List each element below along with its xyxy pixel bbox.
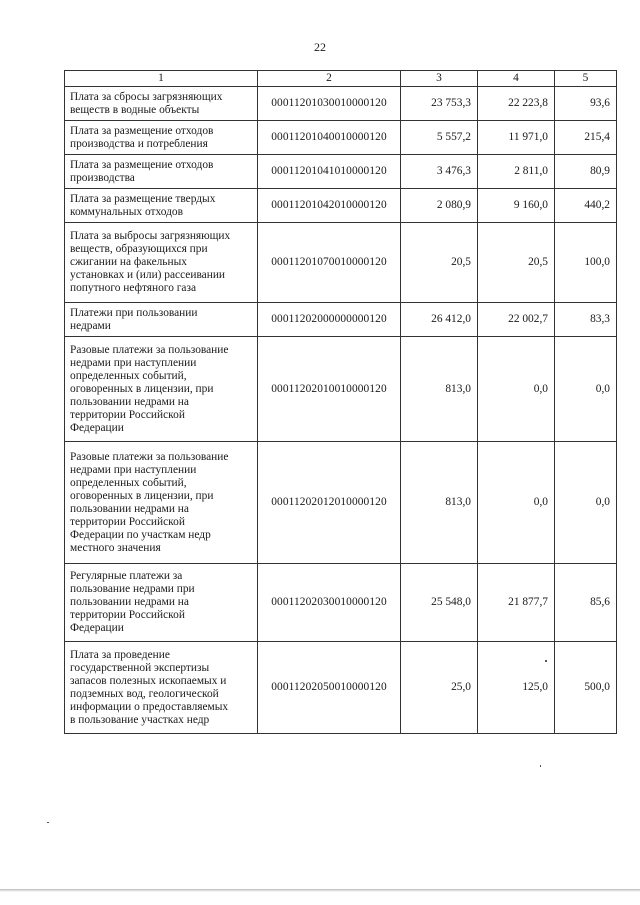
value-cell-col5: 440,2 — [555, 189, 617, 223]
budget-code-cell: 00011202000000000120 — [258, 303, 401, 337]
value-cell-col3: 2 080,9 — [401, 189, 478, 223]
scan-speck — [47, 822, 49, 823]
table-row — [65, 155, 617, 189]
value-cell-col3: 813,0 — [401, 442, 478, 564]
table-header-row — [65, 71, 617, 87]
value-cell-col5: 83,3 — [555, 303, 617, 337]
scan-speck — [545, 660, 547, 662]
value-cell-col5: 0,0 — [555, 442, 617, 564]
table-row — [65, 121, 617, 155]
table-row — [65, 642, 617, 734]
value-cell-col5: 100,0 — [555, 223, 617, 303]
value-cell-col4: 125,0 — [478, 642, 555, 734]
column-header: 1 — [65, 71, 258, 87]
column-header: 3 — [401, 71, 478, 87]
revenue-name-cell: Платежи при пользовании недрами — [65, 303, 258, 337]
table-row — [65, 337, 617, 442]
value-cell-col3: 26 412,0 — [401, 303, 478, 337]
budget-code-cell: 00011202050010000120 — [258, 642, 401, 734]
scan-speck — [540, 765, 541, 767]
budget-code-cell: 00011202012010000120 — [258, 442, 401, 564]
page-number: 22 — [314, 40, 326, 54]
budget-code-cell: 00011202010010000120 — [258, 337, 401, 442]
value-cell-col3: 813,0 — [401, 337, 478, 442]
table-row — [65, 189, 617, 223]
column-header: 5 — [555, 71, 617, 87]
value-cell-col4: 11 971,0 — [478, 121, 555, 155]
value-cell-col3: 20,5 — [401, 223, 478, 303]
value-cell-col4: 2 811,0 — [478, 155, 555, 189]
column-header: 4 — [478, 71, 555, 87]
revenue-name-cell: Плата за выбросы загрязняющих веществ, образующихся при сжигании на факельных установках и (или) рассеивании попутного нефтяного газа — [65, 223, 258, 303]
value-cell-col5: 500,0 — [555, 642, 617, 734]
value-cell-col4: 0,0 — [478, 337, 555, 442]
value-cell-col4: 22 223,8 — [478, 87, 555, 121]
revenue-name-cell: Плата за размещение отходов производства — [65, 155, 258, 189]
value-cell-col5: 0,0 — [555, 337, 617, 442]
value-cell-col5: 93,6 — [555, 87, 617, 121]
budget-code-cell: 00011201042010000120 — [258, 189, 401, 223]
value-cell-col4: 21 877,7 — [478, 564, 555, 642]
table-row — [65, 87, 617, 121]
value-cell-col3: 3 476,3 — [401, 155, 478, 189]
revenue-name-cell: Плата за проведение государственной экспертизы запасов полезных ископаемых и подземных вод, геологической информации о предоставляемых в пользование участках недр — [65, 642, 258, 734]
budget-code-cell: 00011201040010000120 — [258, 121, 401, 155]
value-cell-col3: 23 753,3 — [401, 87, 478, 121]
budget-code-cell: 00011201041010000120 — [258, 155, 401, 189]
table-row — [65, 223, 617, 303]
table-row — [65, 303, 617, 337]
scan-edge-shadow — [0, 889, 640, 892]
revenue-name-cell: Плата за размещение отходов производства и потребления — [65, 121, 258, 155]
revenue-name-cell: Плата за размещение твердых коммунальных отходов — [65, 189, 258, 223]
value-cell-col5: 215,4 — [555, 121, 617, 155]
value-cell-col4: 20,5 — [478, 223, 555, 303]
revenue-name-cell: Разовые платежи за пользование недрами при наступлении определенных событий, оговоренных в лицензии, при пользовании недрами на территории Российской Федерации по участкам недр местного значения — [65, 442, 258, 564]
value-cell-col4: 9 160,0 — [478, 189, 555, 223]
value-cell-col3: 25 548,0 — [401, 564, 478, 642]
value-cell-col4: 0,0 — [478, 442, 555, 564]
value-cell-col4: 22 002,7 — [478, 303, 555, 337]
budget-code-cell: 00011202030010000120 — [258, 564, 401, 642]
revenue-name-cell: Разовые платежи за пользование недрами при наступлении определенных событий, оговоренных в лицензии, при пользовании недрами на территории Российской Федерации — [65, 337, 258, 442]
value-cell-col5: 80,9 — [555, 155, 617, 189]
table-row — [65, 442, 617, 564]
value-cell-col3: 25,0 — [401, 642, 478, 734]
revenue-name-cell: Плата за сбросы загрязняющих веществ в водные объекты — [65, 87, 258, 121]
budget-code-cell: 00011201030010000120 — [258, 87, 401, 121]
budget-revenue-table — [64, 70, 617, 734]
value-cell-col3: 5 557,2 — [401, 121, 478, 155]
column-header: 2 — [258, 71, 401, 87]
budget-code-cell: 00011201070010000120 — [258, 223, 401, 303]
value-cell-col5: 85,6 — [555, 564, 617, 642]
revenue-name-cell: Регулярные платежи за пользование недрами при пользовании недрами на территории Российской Федерации — [65, 564, 258, 642]
table-row — [65, 564, 617, 642]
